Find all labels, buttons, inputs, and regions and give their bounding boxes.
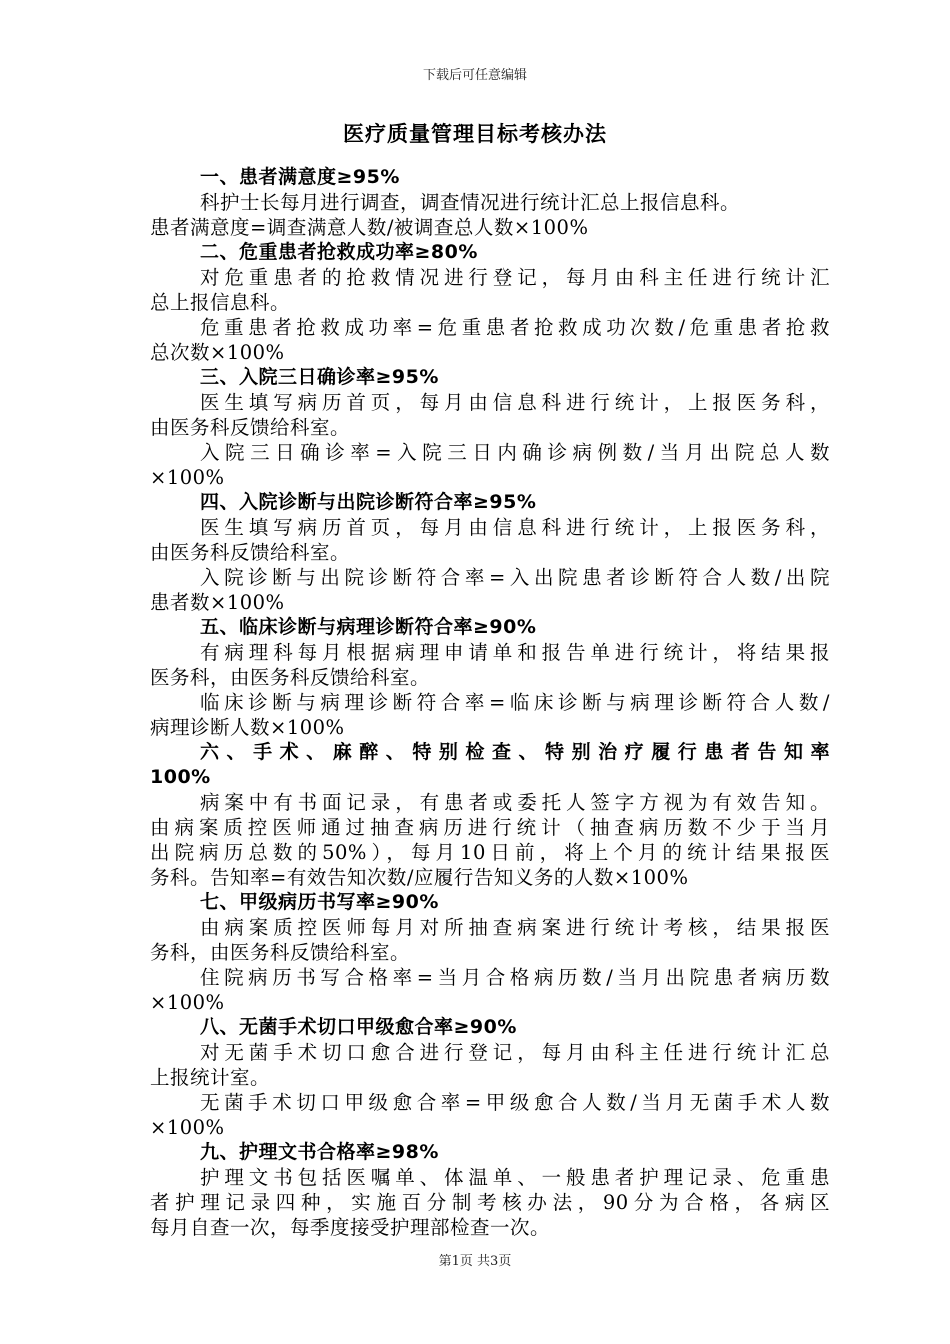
section-heading: 六、手术、麻醉、特别检查、特别治疗履行患者告知率 [200,741,830,763]
paragraph-line: 医生填写病历首页，每月由信息科进行统计，上报医务科， [200,516,830,539]
paragraph-line: 由医务科反馈给科室。 [150,541,351,564]
paragraph-line: 住院病历书写合格率=当月合格病历数/当月出院患者病历数 [200,966,830,989]
section-heading: 八、无菌手术切口甲级愈合率≥90% [200,1016,517,1038]
paragraph-line: 务科。告知率=有效告知次数/应履行告知义务的人数×100% [150,866,689,889]
paragraph-line: 对无菌手术切口愈合进行登记，每月由科主任进行统计汇总 [200,1041,830,1064]
paragraph-line: ×100% [150,466,225,489]
paragraph-line: ×100% [150,991,225,1014]
paragraph-line: 无菌手术切口甲级愈合率=甲级愈合人数/当月无菌手术人数 [200,1091,830,1114]
section-heading: 三、入院三日确诊率≥95% [200,366,439,388]
section-heading: 四、入院诊断与出院诊断符合率≥95% [200,491,537,513]
paragraph-line: 由病案质控医师每月对所抽查病案进行统计考核，结果报医 [200,916,830,939]
paragraph-line: 对危重患者的抢救情况进行登记，每月由科主任进行统计汇 [200,266,830,289]
paragraph-line: 患者数×100% [150,591,285,614]
paragraph-line: 患者满意度=调查满意人数/被调查总人数×100% [150,216,589,239]
paragraph-line: 上报统计室。 [150,1066,271,1089]
paragraph-line: 危重患者抢救成功率=危重患者抢救成功次数/危重患者抢救 [200,316,830,339]
section-heading: 二、危重患者抢救成功率≥80% [200,241,478,263]
paragraph-line: 医务科，由医务科反馈给科室。 [150,666,431,689]
paragraph-line: 入院诊断与出院诊断符合率=入出院患者诊断符合人数/出院 [200,566,830,589]
section-heading: 一、患者满意度≥95% [200,166,400,188]
paragraph-line: 病理诊断人数×100% [150,716,345,739]
paragraph-line: 入院三日确诊率=入院三日内确诊病例数/当月出院总人数 [200,441,830,464]
paragraph-line: 病案中有书面记录，有患者或委托人签字方视为有效告知。 [200,791,830,814]
page-footer: 第1页 共3页 [438,1254,512,1269]
paragraph-line: 由医务科反馈给科室。 [150,416,351,439]
paragraph-line: 者护理记录四种，实施百分制考核办法，90分为合格，各病区 [150,1191,830,1214]
paragraph-line: 有病理科每月根据病理申请单和报告单进行统计，将结果报 [200,641,830,664]
paragraph-line: ×100% [150,1116,225,1139]
section-heading: 七、甲级病历书写率≥90% [200,891,439,913]
paragraph-line: 临床诊断与病理诊断符合率=临床诊断与病理诊断符合人数/ [200,691,830,714]
section-heading: 100% [150,766,211,788]
paragraph-line: 务科，由医务科反馈给科室。 [150,941,411,964]
paragraph-line: 护理文书包括医嘱单、体温单、一般患者护理记录、危重患 [200,1166,830,1189]
section-heading: 五、临床诊断与病理诊断符合率≥90% [200,616,537,638]
paragraph-line: 总上报信息科。 [150,291,291,314]
paragraph-line: 医生填写病历首页，每月由信息科进行统计，上报医务科， [200,391,830,414]
paragraph-line: 由病案质控医师通过抽查病历进行统计（抽查病历数不少于当月 [150,816,830,839]
paragraph-line: 科护士长每月进行调查，调查情况进行统计汇总上报信息科。 [200,191,741,214]
section-heading: 九、护理文书合格率≥98% [200,1141,439,1163]
paragraph-line: 出院病历总数的50%），每月10日前，将上个月的统计结果报医 [150,841,830,864]
document-body [150,165,830,1240]
paragraph-line: 总次数×100% [150,341,285,364]
paragraph-line: 每月自查一次，每季度接受护理部检查一次。 [150,1216,551,1239]
page-header: 下载后可任意编辑 [422,68,527,83]
document-title: 医疗质量管理目标考核办法 [343,121,607,146]
